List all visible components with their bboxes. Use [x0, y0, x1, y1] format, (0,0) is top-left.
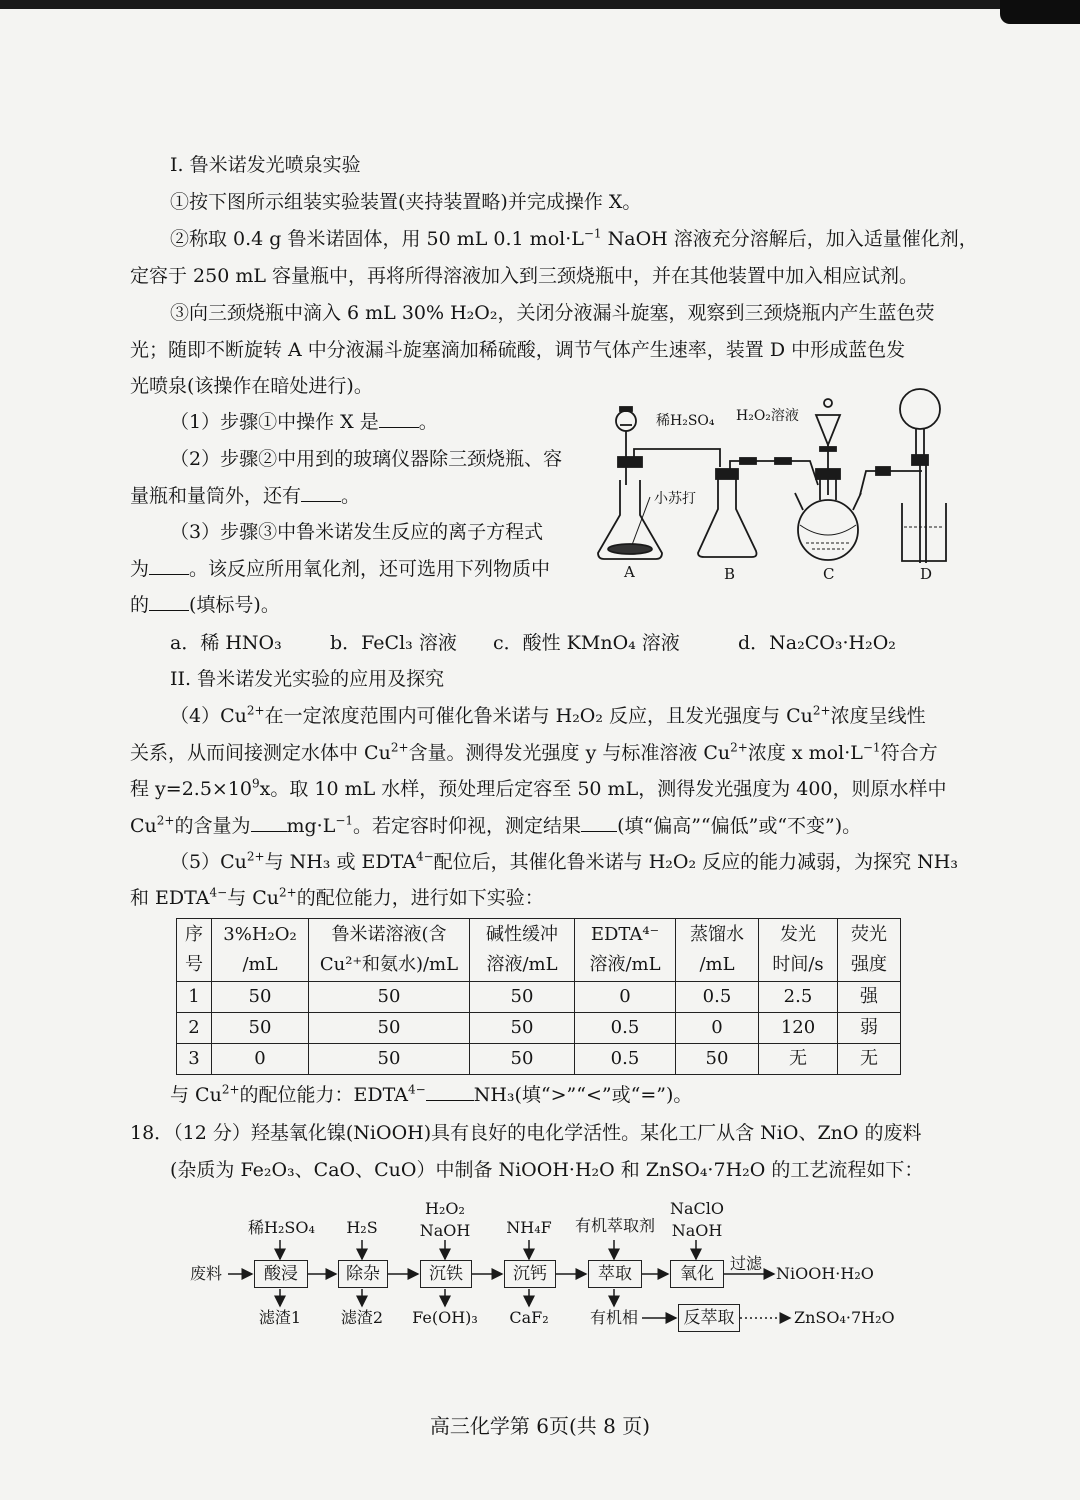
- question-3-line1: （3）步骤③中鲁米诺发生反应的离子方程式: [170, 521, 544, 543]
- reagent-dilute-h2so4: 稀H₂SO₄: [248, 1218, 315, 1237]
- table-cell: 弱: [838, 1013, 901, 1044]
- header-cell: EDTA⁴⁻ 溶液/mL: [575, 919, 676, 982]
- table-cell: 50: [470, 1013, 575, 1044]
- table-cell: 50: [309, 982, 470, 1013]
- table-cell: 强: [838, 982, 901, 1013]
- question-4-line3: 程 $y=2.5\times 10^9x$。取 10 mL 水样，预处理后定容至 50 mL，测得发光强度为 400，则原水样中: [130, 776, 947, 800]
- label-h2o2-solution: H₂O₂溶液: [736, 408, 799, 424]
- question-3-line3: 的 (填标号)。: [130, 594, 280, 616]
- reagent-h2s: H₂S: [346, 1218, 378, 1237]
- option-a: a．稀 HNO₃: [170, 632, 282, 654]
- table-cell: 50: [212, 1013, 309, 1044]
- label-D: D: [920, 565, 933, 583]
- table-cell: 2.5: [759, 982, 838, 1013]
- table-cell: 0: [575, 982, 676, 1013]
- table-cell: 2: [177, 1013, 212, 1044]
- flow-step-acid-leach: 酸浸: [254, 1260, 308, 1288]
- table-cell: 50: [309, 1044, 470, 1075]
- option-d: d．Na₂CO₃·H₂O₂: [738, 632, 896, 654]
- table-cell: 50: [676, 1044, 759, 1075]
- page-footer: 高三化学第 6页(共 8 页): [429, 1414, 651, 1438]
- table-cell: 50: [470, 1044, 575, 1075]
- step1-text: ①按下图所示组装实验装置(夹持装置略)并完成操作 X。: [170, 191, 642, 213]
- header-cell: 鲁米诺溶液(含 Cu²⁺和氨水)/mL: [309, 919, 470, 982]
- question-4-line1: $(4)Cu^{2+}$在一定浓度范围内可催化鲁米诺与 H₂O₂ 反应，且发光强度与 $Cu^{2+}$浓度呈线性: [170, 703, 926, 727]
- option-c: c．酸性 KMnO₄ 溶液: [493, 632, 680, 654]
- question-4-line2: 关系，从而间接测定水体中 $Cu^{2+}$含量。测得发光强度 y 与标准溶液 $Cu^{2+}$浓度 x $mol\cdot L^{-1}$符合方: [130, 740, 938, 764]
- product-znso4: ZnSO₄·7H₂O: [794, 1308, 895, 1327]
- question-1: （1）步骤①中操作 X 是 。: [170, 411, 438, 433]
- step3-line3: 光喷泉(该操作在暗处进行)。: [130, 375, 373, 397]
- question-5-answer-line: 与 $Cu^{2+}$的配位能力：$EDTA^{4-}$ NH₃(填“>”“<”或“=”)。: [170, 1082, 693, 1106]
- question-2-line1: （2）步骤②中用到的玻璃仪器除三颈烧瓶、容: [170, 448, 563, 470]
- table-cell: 无: [759, 1044, 838, 1075]
- option-b: b．FeCl₃ 溶液: [330, 632, 457, 654]
- table-cell: 50: [470, 982, 575, 1013]
- filter-label: 过滤: [729, 1254, 762, 1273]
- table-cell: 50: [212, 982, 309, 1013]
- table-cell: 50: [309, 1013, 470, 1044]
- reagent-organic-extractant: 有机萃取剂: [574, 1216, 655, 1235]
- table-cell: 1: [177, 982, 212, 1013]
- label-A: A: [624, 563, 635, 581]
- reagent-h2o2-naoh: H₂O₂ NaOH: [419, 1199, 471, 1240]
- question-5-line2: 和 $EDTA^{4-}$与 $Cu^{2+}$的配位能力，进行如下实验：: [130, 885, 544, 909]
- residue-2: 滤渣2: [340, 1308, 384, 1327]
- residue-1: 滤渣1: [258, 1308, 302, 1327]
- question-4-line4: $Cu^{2+}$的含量为 $mg\cdot L^{-1}$。若定容时仰视，测定结果 (填“偏高”“偏低”或“不变”)。: [130, 813, 862, 837]
- label-B: B: [724, 565, 736, 583]
- header-cell: 发光 时间/s: [759, 919, 838, 982]
- table-cell: 3: [177, 1044, 212, 1075]
- reagent-naclo-naoh: NaClO NaOH: [669, 1199, 724, 1240]
- question-2-line2: 量瓶和量筒外，还有 。: [130, 485, 361, 507]
- question-18-line1: 18．（12 分）羟基氧化镍(NiOOH)具有良好的电化学活性。某化工厂从含 NiO、ZnO 的废料: [130, 1122, 922, 1144]
- step3-line1: ③向三颈烧瓶中滴入 6 mL 30% H₂O₂，关闭分液漏斗旋塞，观察到三颈烧瓶内产生蓝色荧: [170, 302, 935, 324]
- table-cell: 0.5: [575, 1013, 676, 1044]
- step2-line2: 定容于 250 mL 容量瓶中，再将所得溶液加入到三颈烧瓶中，并在其他装置中加入相应试剂。: [130, 265, 919, 287]
- label-C: C: [823, 565, 835, 583]
- part2-heading: II. 鲁米诺发光实验的应用及探究: [170, 668, 445, 690]
- header-cell: 蒸馏水 /mL: [676, 919, 759, 982]
- header-cell: 荧光 强度: [838, 919, 901, 982]
- reagent-nh4f: NH₄F: [506, 1218, 552, 1237]
- flow-step-extraction: 萃取: [588, 1260, 642, 1288]
- header-cell: 3%H₂O₂ /mL: [212, 919, 309, 982]
- table-cell: 0.5: [676, 982, 759, 1013]
- step2-line1: ②称取 0.4 g 鲁米诺固体，用 50 mL 0.1 $mol\cdot L^{-1}$ NaOH 溶液充分溶解后，加入适量催化剂，: [170, 226, 978, 250]
- question-5-line1: $(5)Cu^{2+}$与 NH₃ 或 $EDTA^{4-}$配位后，其催化鲁米诺与 H₂O₂ 反应的能力减弱，为探究 NH₃: [170, 849, 958, 873]
- table-cell: 0: [676, 1013, 759, 1044]
- label-baking-soda: 小苏打: [654, 491, 696, 507]
- flow-step-calcium-precipitation: 沉钙: [504, 1260, 556, 1288]
- residue-organic-phase: 有机相: [589, 1308, 638, 1327]
- flow-feed: 废料: [190, 1264, 223, 1283]
- table-cell: 0.5: [575, 1044, 676, 1075]
- question-3-line2: 为 。该反应所用氧化剂，还可选用下列物质中: [130, 558, 551, 580]
- flow-step-oxidation: 氧化: [670, 1260, 724, 1288]
- label-dilute-h2so4: 稀H₂SO₄: [656, 413, 715, 429]
- product-niooh: NiOOH·H₂O: [776, 1264, 874, 1283]
- header-cell: 序 号: [177, 919, 212, 982]
- table-cell: 0: [212, 1044, 309, 1075]
- header-cell: 碱性缓冲 溶液/mL: [470, 919, 575, 982]
- residue-caf2: CaF₂: [509, 1308, 549, 1327]
- part1-heading: I. 鲁米诺发光喷泉实验: [170, 154, 361, 176]
- flow-step-back-extraction: 反萃取: [678, 1304, 740, 1332]
- flow-step-iron-precipitation: 沉铁: [420, 1260, 472, 1288]
- table-cell: 无: [838, 1044, 901, 1075]
- flow-step-impurity-removal: 除杂: [338, 1260, 388, 1288]
- residue-fe-oh-3: Fe(OH)₃: [412, 1308, 478, 1327]
- question-18-line2: (杂质为 Fe₂O₃、CaO、CuO）中制备 NiOOH·H₂O 和 ZnSO₄·7H₂O 的工艺流程如下：: [170, 1159, 924, 1181]
- step3-line2: 光；随即不断旋转 A 中分液漏斗旋塞滴加稀硫酸，调节气体产生速率，装置 D 中形成蓝色发: [130, 339, 906, 361]
- table-cell: 120: [759, 1013, 838, 1044]
